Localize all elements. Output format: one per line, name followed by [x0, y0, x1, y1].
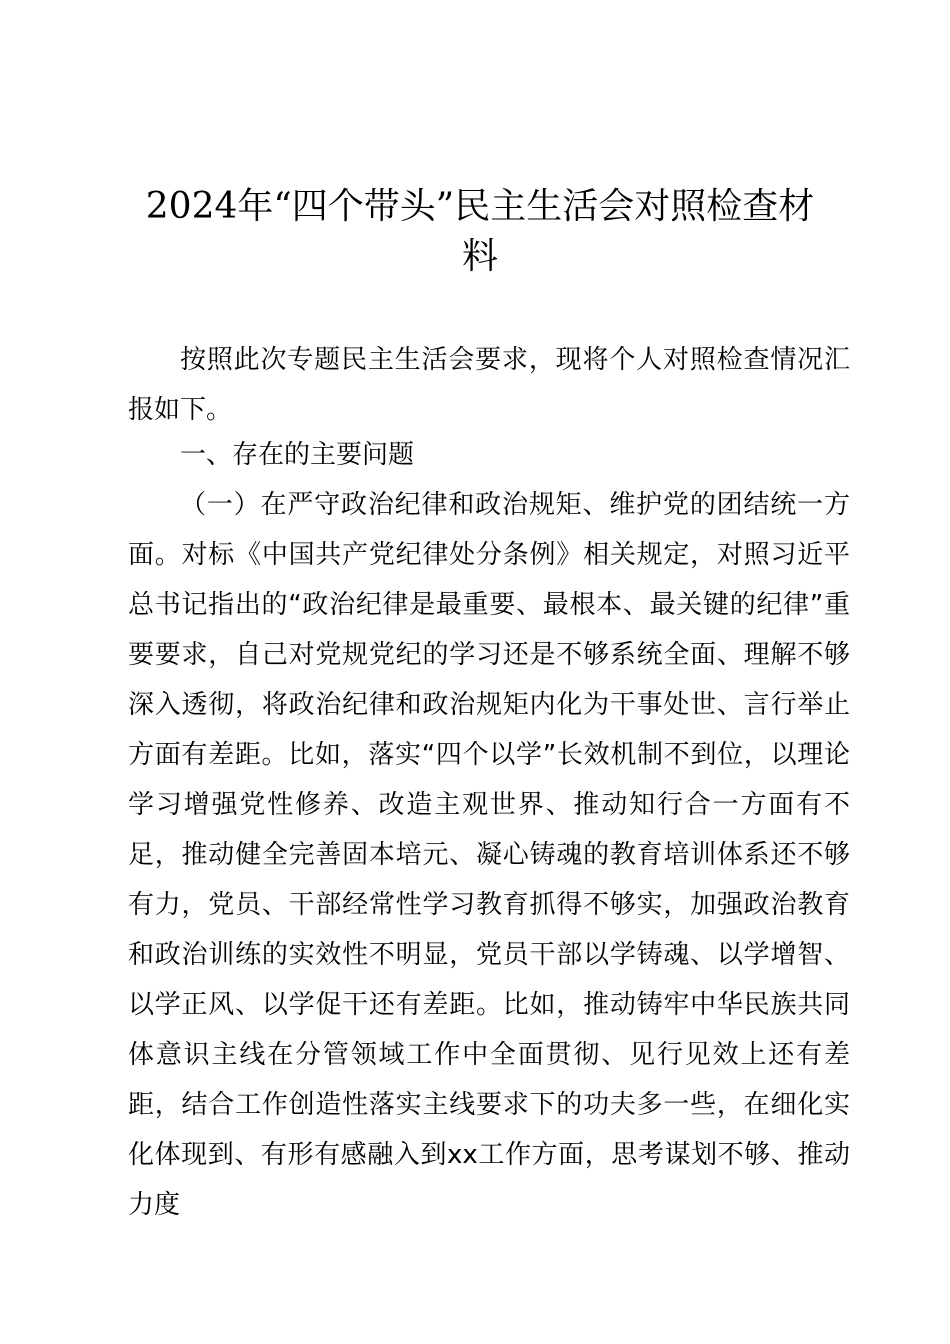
- section-heading: 一、存在的主要问题: [180, 440, 415, 470]
- document-title: 2024年“四个带头”民主生活会对照检查材料: [145, 186, 815, 277]
- body-paragraph: （一）在严守政治纪律和政治规矩、维护党的团结统一方面。对标《中国共产党纪律处分条例》相关规定，对照习近平总书记指出的“政治纪律是最重要、最根本、最关键的纪律”重要要求，自己对党规党纪的学习还是不够系统全面、理解不够深入透彻，将政治纪律和政治规矩内化为干事处世、言行举止方面有差距。比如，落实“四个以学”长效机制不到位，以理论学习增强党性修养、改造主观世界、推动知行合一方面有不足，推动健全完善固本培元、凝心铸魂的教育培训体系还不够有力，党员、干部经常性学习教育抓得不够实，加强政治教育和政治训练的实效性不明显，党员干部以学铸魂、以学增智、以学正风、以学促干还有差距。比如，推动铸牢中华民族共同体意识主线在分管领域工作中全面贯彻、见行见效上还有差距，结合工作创造性落实主线要求下的功夫多一些，在细化实化体现到、有形有感融入到xx工作方面，思考谋划不够、推动力度: [128, 490, 850, 1220]
- intro-paragraph: 按照此次专题民主生活会要求，现将个人对照检查情况汇报如下。: [128, 345, 850, 425]
